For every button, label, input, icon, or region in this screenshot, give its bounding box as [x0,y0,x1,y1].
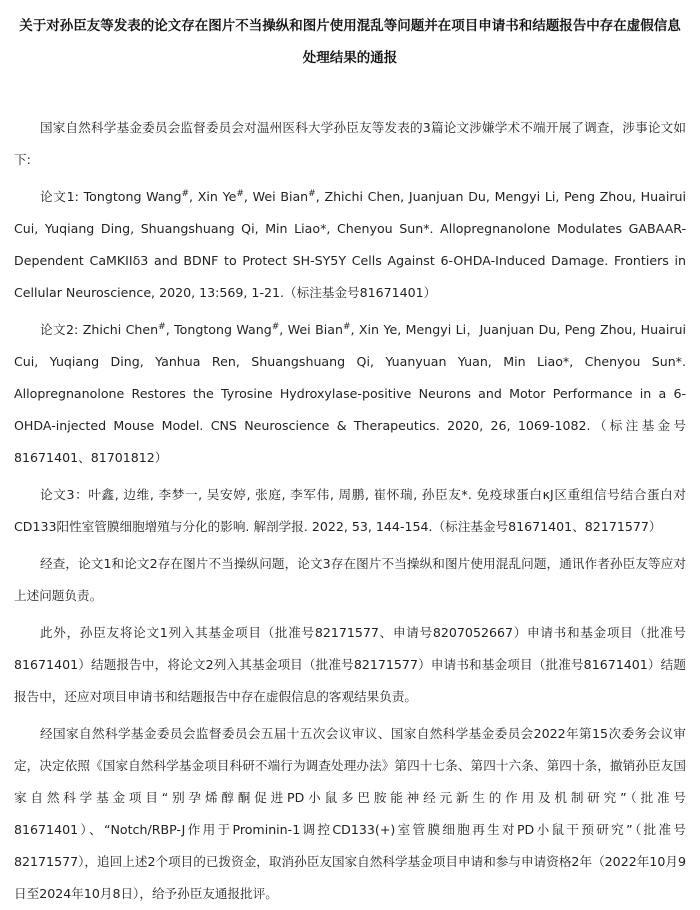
paper-2-rest: , Xin Ye, Mengyi Li，Juanjuan Du, Peng Zhou, Huairui Cui, Yuqiang Ding, Yanhua Ren, Shuangshuang Qi, Yuanyuan Yuan, Min Liao*, Chenyou Sun*. Allopregnanolone Restores the Tyrosine Hydroxylase-positive Neurons and Motor Performance in a 6-OHDA-injected Mouse Model. CNS Neuroscience & Therapeutics. 2020, 26, 1069-1082.（标注基金号81671401、81701812） [14,322,687,465]
intro-paragraph: 国家自然科学基金委员会监督委员会对温州医科大学孙臣友等发表的3篇论文涉嫌学术不端开展了调查，涉事论文如下: [14,120,686,167]
paper-2-prefix: 论文2: Zhichi Chen [40,322,159,337]
paper-2-mark-1: # [158,321,166,332]
paper-1-mark-3: # [308,188,316,199]
paper-2-part-3: , Wei Bian [279,322,343,337]
notice-title-line-2: 处理结果的通报 [302,50,398,66]
paper-1-part-3: , Wei Bian [243,189,309,204]
paper-3-citation: 论文3：叶鑫, 边维, 李梦一, 吴安婷, 张庭, 李军伟, 周鹏, 崔怀瑞, 孙臣友*. 免疫球蛋白κJ区重组信号结合蛋白对CD133阳性室管膜细胞增殖与分化的影响. 解剖学报. 2022, 53, 144-154.（标注基金号81671401、82171577） [14,487,686,534]
notice-title-line-1: 关于对孙臣友等发表的论文存在图片不当操纵和图片使用混乱等问题并在项目申请书和结题报告中存在虚假信息 [19,18,681,34]
paper-2-part-2: , Tongtong Wang [165,322,272,337]
paper-1-mark-2: # [236,188,244,199]
finding-paragraph-2: 此外，孙臣友将论文1列入其基金项目（批准号82171577、申请号8207052667）申请书和基金项目（批准号81671401）结题报告中，将论文2列入其基金项目（批准号82171577）申请书和基金项目（批准号81671401）结题报告中，还应对项目申请书和结题报告中存在虚假信息的客观结果负责。 [14,625,686,704]
paper-1-rest: , Zhichi Chen, Juanjuan Du, Mengyi Li, Peng Zhou, Huairui Cui, Yuqiang Ding, Shuangshuang Qi, Min Liao*, Chenyou Sun*. Allopregnanolone Modulates GABAAR-Dependent CaMKIIδ3 and BDNF to Protect SH-SY5Y Cells Against 6-OHDA-Induced Damage. Frontiers in Cellular Neuroscience, 2020, 13:569, 1-21.（标注基金号81671401） [14,189,687,300]
finding-paragraph-1: 经查，论文1和论文2存在图片不当操纵问题，论文3存在图片不当操纵和图片使用混乱问题，通讯作者孙臣友等应对上述问题负责。 [14,556,686,603]
paper-2-mark-3: # [342,321,351,332]
paper-1-prefix: 论文1: Tongtong Wang [40,189,182,204]
notice-title [14,10,686,74]
paper-1-citation [14,181,686,309]
paper-1-part-2: , Xin Ye [189,189,237,204]
paper-2-citation [14,314,686,474]
notice-body [14,112,686,910]
paper-2-mark-2: # [271,321,280,332]
decision-paragraph: 经国家自然科学基金委员会监督委员会五届十五次会议审议、国家自然科学基金委员会2022年第15次委务会议审定，决定依照《国家自然科学基金项目科研不端行为调查处理办法》第四十七条、第四十六条、第四十条，撤销孙臣友国家自然科学基金项目“别孕烯醇酮促进PD小鼠多巴胺能神经元新生的作用及机制研究”（批准号81671401）、“Notch/RBP-J作用于Prominin-1调控CD133(+)室管膜细胞再生对PD小鼠干预研究”（批准号82171577），追回上述2个项目的已拨资金，取消孙臣友国家自然科学基金项目申请和参与申请资格2年（2022年10月9日至2024年10月8日），给予孙臣友通报批评。 [14,726,686,901]
paper-1-mark-1: # [181,188,190,199]
